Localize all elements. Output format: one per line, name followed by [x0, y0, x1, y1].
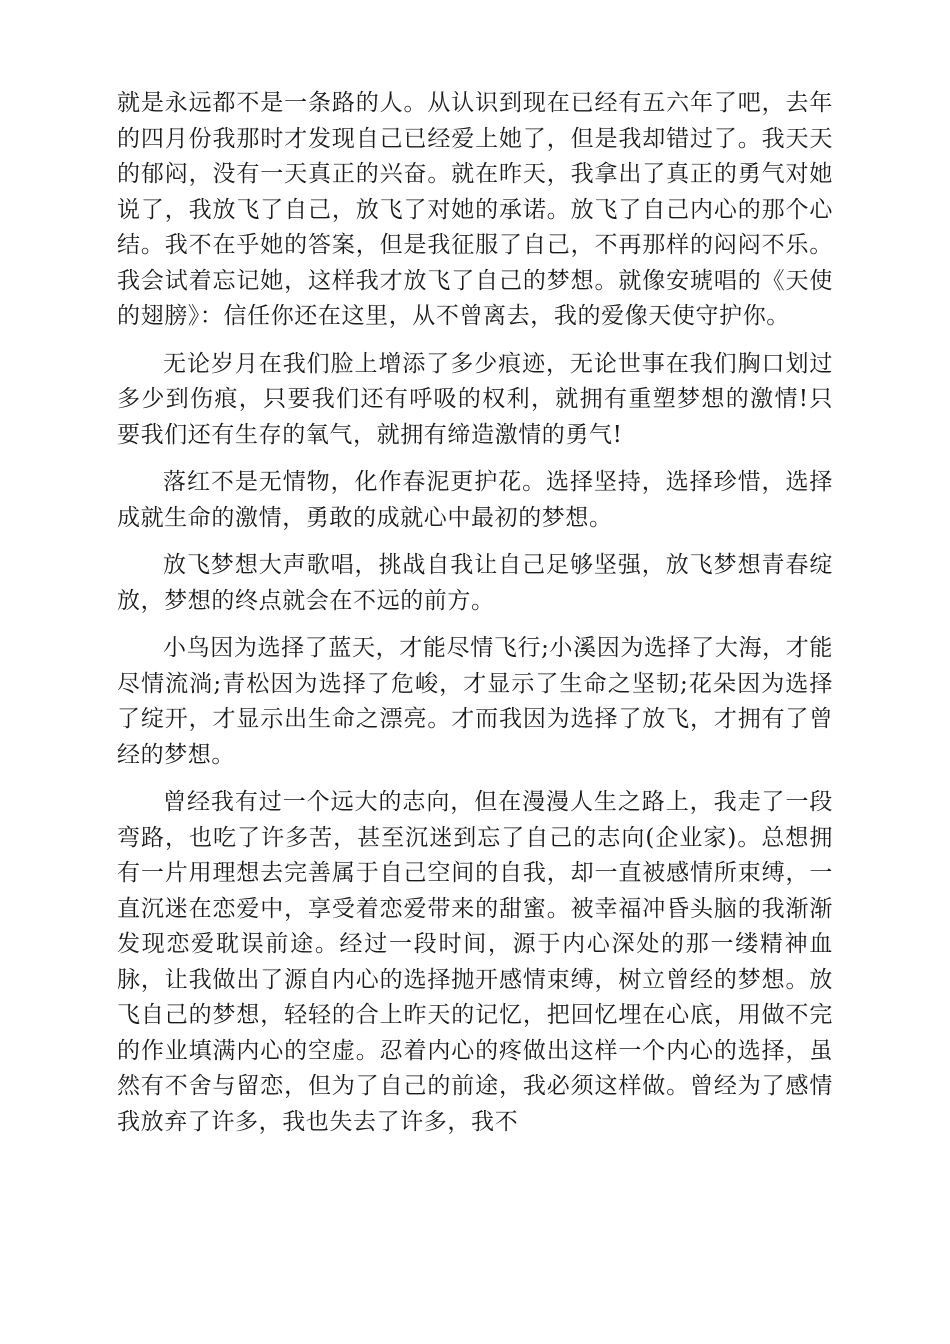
- paragraph: 无论岁月在我们脸上增添了多少痕迹，无论世事在我们胸口划过多少到伤痕，只要我们还有呼吸的权利，就拥有重塑梦想的激情!只要我们还有生存的氧气，就拥有缔造激情的勇气!: [117, 350, 833, 448]
- document-body: [117, 86, 833, 1140]
- paragraph: 放飞梦想大声歌唱，挑战自我让自己足够坚强，放飞梦想青春绽放，梦想的终点就会在不远的前方。: [117, 552, 833, 614]
- paragraph: 落红不是无情物，化作春泥更护花。选择坚持，选择珍惜，选择成就生命的激情，勇敢的成就心中最初的梦想。: [117, 469, 833, 531]
- paragraph-continued: 就是永远都不是一条路的人。从认识到现在已经有五六年了吧，去年的四月份我那时才发现自己已经爱上她了，但是我却错过了。我天天的郁闷，没有一天真正的兴奋。就在昨天，我拿出了真正的勇气对她说了，我放飞了自己，放飞了对她的承诺。放飞了自己内心的那个心结。我不在乎她的答案，但是我征服了自己，不再那样的闷闷不乐。我会试着忘记她，这样我才放飞了自己的梦想。就像安琥唱的《天使的翅膀》：信任你还在这里，从不曾离去，我的爱像天使守护你。: [117, 90, 833, 329]
- paragraph: 小鸟因为选择了蓝天，才能尽情飞行;小溪因为选择了大海，才能尽情流淌;青松因为选择了危峻，才显示了生命之坚韧;花朵因为选择了绽开，才显示出生命之漂亮。才而我因为选择了放飞，才拥有了曾经的梦想。: [117, 635, 833, 768]
- paragraph: 曾经我有过一个远大的志向，但在漫漫人生之路上，我走了一段弯路，也吃了许多苦，甚至沉迷到忘了自己的志向(企业家)。总想拥有一片用理想去完善属于自己空间的自我，却一直被感情所束缚，一直沉迷在恋爱中，享受着恋爱带来的甜蜜。被幸福冲昏头脑的我渐渐发现恋爱耽误前途。经过一段时间，源于内心深处的那一缕精神血脉，让我做出了源自内心的选择抛开感情束缚，树立曾经的梦想。放飞自己的梦想，轻轻的合上昨天的记忆，把回忆埋在心底，用做不完的作业填满内心的空虚。忍着内心的疼做出这样一个内心的选择，虽然有不舍与留恋，但为了自己的前途，我必须这样做。曾经为了感情我放弃了许多，我也失去了许多，我不: [117, 789, 833, 1135]
